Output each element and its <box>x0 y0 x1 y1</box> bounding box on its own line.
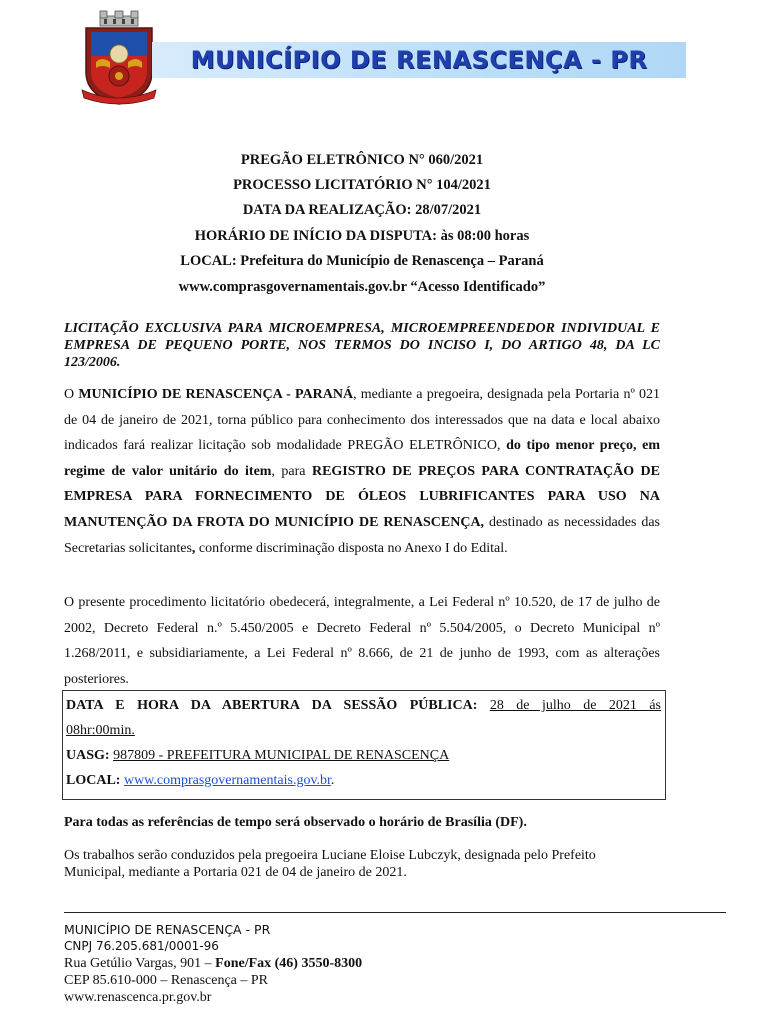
website-line: www.comprasgovernamentais.gov.br “Acesso Identificado” <box>178 279 546 295</box>
header-title: MUNICÍPIO DE RENASCENÇA - PR <box>190 46 648 74</box>
brasilia-time-note: Para todas as referências de tempo será observado o horário de Brasília (DF). <box>64 815 527 830</box>
intro-text-3: destinado as necessidades das Secretarias solicitantes <box>64 514 660 556</box>
municipality-name: MUNICÍPIO DE RENASCENÇA - PARANÁ <box>78 387 354 402</box>
local-label: LOCAL: <box>66 773 121 788</box>
legal-basis-paragraph: O presente procedimento licitatório obedecerá, integralmente, a Lei Federal nº 10.520, de 17 de julho de 2002, Decreto Federal n.º 5.450/2005 e Decreto Federal nº 5.504/2005, o Decreto Municipal nº 1.268/2011, e subsidiariamente, a Lei Federal nº 8.666, de 21 de junho de 1993, com as alterações posteriores. <box>64 595 660 687</box>
footer-phone: Fone/Fax (46) 3550-8300 <box>215 956 363 971</box>
intro-text-2: , para <box>271 463 312 479</box>
bidding-object: REGISTRO DE PREÇOS PARA CONTRATAÇÃO DE EMPRESA PARA FORNECIMENTO DE ÓLEOS LUBRIFICANTES PARA USO NA MANUTENÇÃO DA FROTA DO MUNICÍPIO DE RENASCENÇA, <box>64 463 660 530</box>
uasg-row <box>66 743 661 768</box>
uasg-label: UASG: <box>66 748 110 763</box>
footer-address-row <box>64 955 664 972</box>
header-banner <box>152 42 686 78</box>
dispute-start-time: HORÁRIO DE INÍCIO DA DISPUTA: às 08:00 horas <box>194 228 530 244</box>
session-date-row <box>66 693 661 718</box>
footer <box>64 921 664 1006</box>
exclusive-bidding-notice: LICITAÇÃO EXCLUSIVA PARA MICROEMPRESA, MICROEMPREENDEDOR INDIVIDUAL E EMPRESA DE PEQUENO PORTE, NOS TERMOS DO INCISO I, DO ARTIGO 48, DA LC 123/2006. <box>64 321 660 370</box>
location-line: LOCAL: Prefeitura do Município de Renascença – Paraná <box>180 253 544 269</box>
intro-text-4: conforme discriminação disposta no Anexo I do Edital. <box>195 540 508 556</box>
compras-link[interactable]: www.comprasgovernamentais.gov.br <box>123 773 331 788</box>
footer-cnpj: CNPJ 76.205.681/0001-96 <box>64 939 219 953</box>
intro-prefix: O <box>64 387 79 402</box>
session-date-value: 28 de julho de 2021 ás <box>489 698 661 713</box>
municipal-coat-of-arms <box>80 10 158 106</box>
footer-website: www.renascenca.pr.gov.br <box>64 990 212 1005</box>
realization-date: DATA DA REALIZAÇÃO: 28/07/2021 <box>242 202 482 218</box>
session-time-row <box>66 718 661 743</box>
local-row <box>66 768 661 793</box>
intro-text-1: , mediante a pregoeira, designada pela Portaria nº 021 de 04 de janeiro de 2021, torna público para conhecimento dos interessados que na data e local abaixo indicados fará realizar licitação sob modalidade PREGÃO ELETRÔNICO, <box>64 387 660 454</box>
footer-address: Rua Getúlio Vargas, 901 – <box>64 956 216 971</box>
processo-number: PROCESSO LICITATÓRIO N° 104/2021 <box>233 177 491 193</box>
session-time-value: 08hr:00min. <box>66 723 135 738</box>
uasg-value: 987809 - PREFEITURA MUNICIPAL DE RENASCENÇA <box>113 748 450 763</box>
price-type: do tipo menor preço, em regime de valor unitário do item <box>64 438 660 479</box>
session-info-box <box>62 690 666 800</box>
footer-divider <box>64 912 726 913</box>
local-end: . <box>330 773 335 788</box>
pregoeira-paragraph: Os trabalhos serão conduzidos pela pregoeira Luciane Eloise Lubczyk, designada pelo Prefeito Municipal, mediante a Portaria 021 de 04 de janeiro de 2021. <box>64 848 596 880</box>
pregao-number: PREGÃO ELETRÔNICO N° 060/2021 <box>240 152 484 168</box>
footer-municipality: MUNICÍPIO DE RENASCENÇA - PR <box>64 922 271 937</box>
session-date-label: DATA E HORA DA ABERTURA DA SESSÃO PÚBLICA: <box>66 698 478 713</box>
intro-paragraph <box>64 382 660 561</box>
footer-cep: CEP 85.610-000 – Renascença – PR <box>64 973 269 988</box>
intro-comma: , <box>191 540 196 556</box>
